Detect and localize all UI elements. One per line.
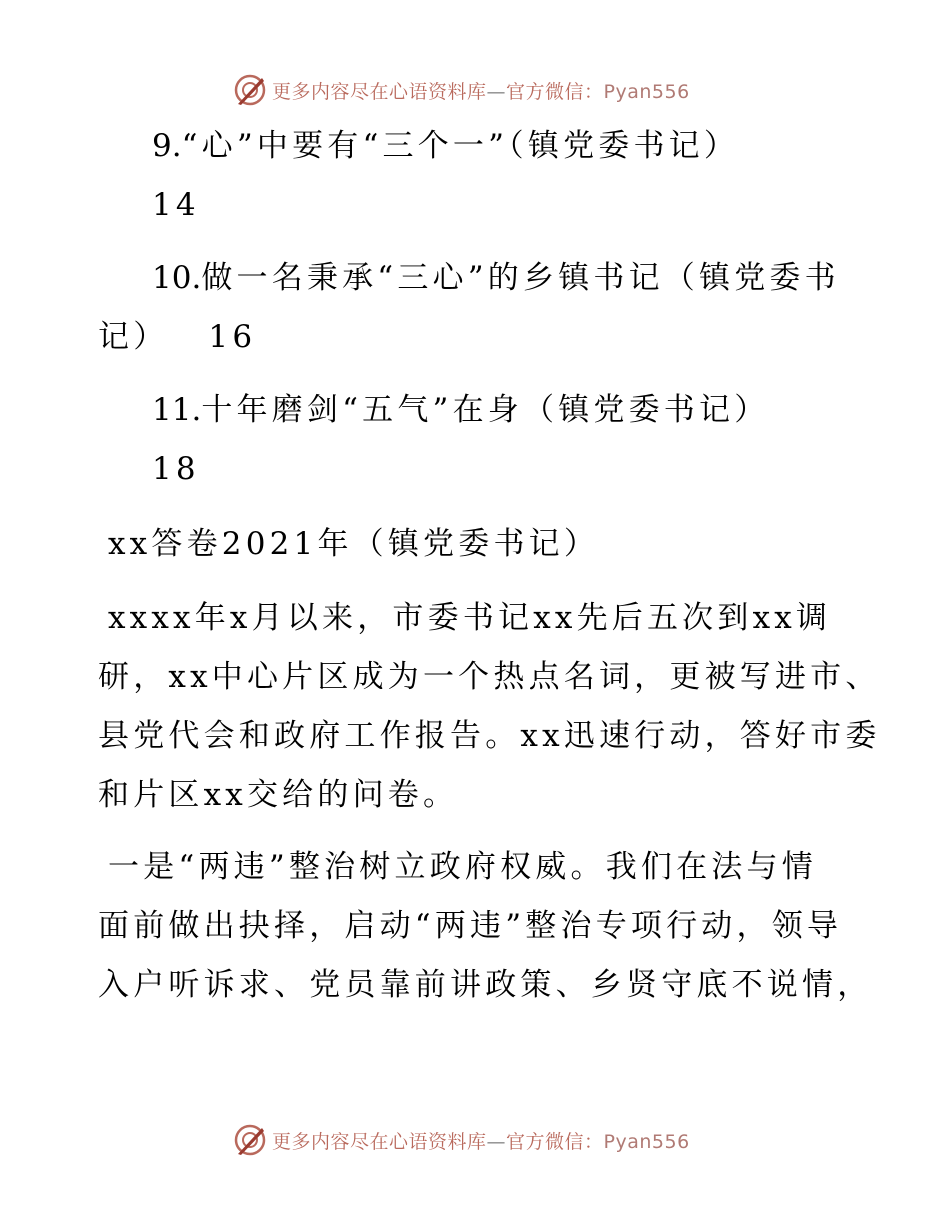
watermark-text: 更多内容尽在心语资料库—官方微信：Pyan556 bbox=[272, 1130, 690, 1153]
watermark-text: 更多内容尽在心语资料库—官方微信：Pyan556 bbox=[272, 80, 690, 103]
watermark-top bbox=[232, 72, 690, 108]
watermark-bottom bbox=[232, 1122, 690, 1158]
pen-logo-icon bbox=[232, 72, 268, 108]
toc-entry-10-title-cont: 记） 16 bbox=[98, 319, 257, 355]
paragraph-1-line-2: 研，xx中心片区成为一个热点名词，更被写进市、 bbox=[98, 659, 881, 695]
paragraph-1-line-1: xxxx年x月以来，市委书记xx先后五次到xx调 bbox=[108, 600, 832, 636]
toc-entry-11-title: 11.十年磨剑“五气”在身（镇党委书记） bbox=[152, 392, 770, 428]
paragraph-1-line-3: 县党代会和政府工作报告。xx迅速行动，答好市委 bbox=[98, 718, 881, 754]
pen-logo-icon bbox=[232, 1122, 268, 1158]
paragraph-2-line-3: 入户听诉求、党员靠前讲政策、乡贤守底不说情， bbox=[98, 967, 873, 1003]
paragraph-2-line-2: 面前做出抉择，启动“两违”整治专项行动，领导 bbox=[98, 908, 843, 944]
article-heading: xx答卷2021年（镇党委书记） bbox=[108, 526, 600, 562]
toc-entry-10-title: 10.做一名秉承“三心”的乡镇书记（镇党委书 bbox=[152, 260, 840, 296]
paragraph-1-line-4: 和片区xx交给的问卷。 bbox=[98, 777, 459, 813]
toc-entry-11-page: 18 bbox=[152, 451, 200, 487]
toc-entry-9-title: 9.“心”中要有“三个一”（镇党委书记） bbox=[152, 128, 740, 164]
paragraph-2-line-1: 一是“两违”整治树立政府权威。我们在法与情 bbox=[108, 849, 817, 885]
toc-entry-9-page: 14 bbox=[152, 187, 200, 223]
